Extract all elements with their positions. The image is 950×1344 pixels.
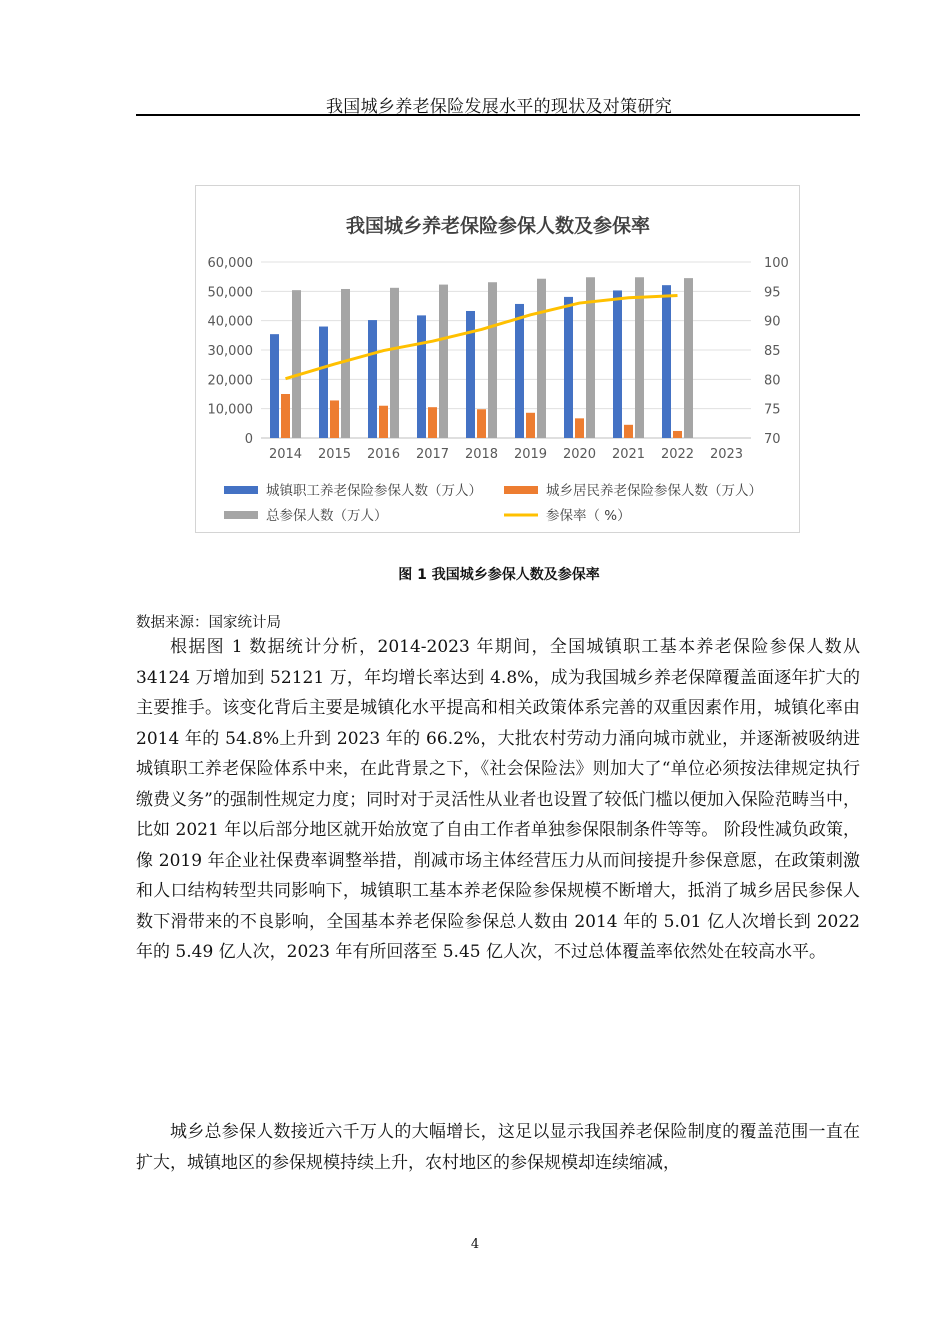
right-tick-label: 95 bbox=[764, 285, 781, 301]
x-tick-label: 2021 bbox=[611, 447, 646, 462]
x-tick-label: 2023 bbox=[709, 447, 744, 462]
bar-3 bbox=[488, 282, 497, 438]
bar-2 bbox=[379, 406, 388, 438]
chart-legend bbox=[224, 482, 762, 524]
bar-3 bbox=[341, 289, 350, 438]
body-paragraph-2: 城乡总参保人数接近六千万人的大幅增长，这足以显示我国养老保险制度的覆盖范围一直在扩大，城镇地区的参保规模持续上升，农村地区的参保规模却连续缩减， bbox=[136, 1122, 860, 1173]
bar-1 bbox=[270, 334, 279, 438]
legend-swatch bbox=[224, 511, 258, 519]
bar-1 bbox=[613, 290, 622, 438]
legend-swatch bbox=[224, 486, 258, 494]
left-tick-label: 30,000 bbox=[207, 344, 253, 359]
x-tick-label: 2020 bbox=[562, 447, 597, 462]
header-rule bbox=[136, 114, 860, 116]
figure-caption: 图 1 我国城乡参保人数及参保率 bbox=[398, 567, 600, 583]
right-tick-label: 80 bbox=[764, 373, 781, 389]
data-source-note: 数据来源：国家统计局 bbox=[136, 615, 281, 631]
bar-2 bbox=[477, 409, 486, 438]
legend-label: 城乡居民养老保险参保人数（万人） bbox=[546, 483, 762, 499]
bar-1 bbox=[515, 304, 524, 438]
x-tick-label: 2018 bbox=[464, 447, 499, 462]
left-tick-label: 60,000 bbox=[207, 256, 253, 271]
bar-2 bbox=[281, 394, 290, 438]
bar-1 bbox=[319, 327, 328, 438]
legend-label: 参保率（ %） bbox=[546, 508, 631, 524]
chart-frame bbox=[195, 185, 800, 533]
bar-3 bbox=[635, 277, 644, 438]
chart-bars bbox=[270, 277, 693, 438]
left-axis-ticks bbox=[208, 256, 254, 447]
x-tick-label: 2014 bbox=[268, 447, 303, 462]
x-tick-label: 2022 bbox=[660, 447, 695, 462]
page-header-title: 我国城乡养老保险发展水平的现状及对策研究 bbox=[326, 97, 672, 117]
chart-svg bbox=[196, 186, 801, 534]
bar-2 bbox=[575, 418, 584, 438]
x-tick-label: 2019 bbox=[513, 447, 548, 462]
bar-2 bbox=[428, 407, 437, 438]
x-tick-label: 2016 bbox=[366, 447, 401, 462]
right-tick-label: 85 bbox=[764, 344, 781, 359]
chart-title: 我国城乡养老保险参保人数及参保率 bbox=[345, 215, 651, 237]
x-tick-label: 2017 bbox=[415, 447, 450, 462]
bar-2 bbox=[673, 431, 682, 438]
left-tick-label: 10,000 bbox=[207, 402, 253, 418]
bar-2 bbox=[330, 400, 339, 438]
x-axis-ticks bbox=[269, 447, 743, 462]
right-tick-label: 70 bbox=[764, 432, 781, 447]
bar-3 bbox=[439, 285, 448, 438]
bar-2 bbox=[624, 425, 633, 438]
bar-1 bbox=[417, 315, 426, 438]
page-number: 4 bbox=[470, 1237, 480, 1252]
bar-1 bbox=[368, 320, 377, 438]
left-tick-label: 0 bbox=[244, 432, 253, 447]
bar-3 bbox=[292, 290, 301, 438]
bar-2 bbox=[526, 413, 535, 438]
left-tick-label: 20,000 bbox=[207, 373, 253, 389]
left-tick-label: 40,000 bbox=[207, 314, 253, 330]
legend-label: 城镇职工养老保险参保人数（万人） bbox=[266, 483, 482, 499]
right-tick-label: 100 bbox=[764, 256, 789, 271]
bar-1 bbox=[662, 285, 671, 438]
right-tick-label: 90 bbox=[764, 314, 781, 330]
x-tick-label: 2015 bbox=[317, 447, 352, 462]
bar-3 bbox=[684, 278, 693, 438]
legend-swatch bbox=[504, 486, 538, 494]
legend-label: 总参保人数（万人） bbox=[266, 508, 388, 524]
bar-3 bbox=[390, 288, 399, 438]
bar-1 bbox=[564, 297, 573, 438]
right-tick-label: 75 bbox=[764, 402, 781, 418]
left-tick-label: 50,000 bbox=[207, 285, 253, 301]
bar-3 bbox=[537, 279, 546, 438]
body-paragraph-1: 根据图 1 数据统计分析，2014-2023 年期间，全国城镇职工基本养老保险参保人数从 34124 万增加到 52121 万，年均增长率达到 4.8%，成为我国城乡养老保障覆盖面逐年扩大的主要推手。该变化背后主要是城镇化水平提高和相关政策体系完善的双重因素作用，城镇化率由 2014 年的 54.8%上升到 2023 年的 66.2%，大批农村劳动力涌向城市就业，并逐渐被吸纳进城镇职工养老保险体系中来，在此背景之下，《社会保险法》则加大了“单位必须按法律规定执行缴费义务”的强制性规定力度；同时对于灵活性从业者也设置了较低门槛以便加入保险范畴当中，比如 2021 年以后部分地区就开始放宽了自由工作者单独参保限制条件等等。 阶段性减负政策，像 2019 年企业社保费率调整举措，削减市场主体经营压力从而间接提升参保意愿，在政策刺激和人口结构转型共同影响下，城镇职工基本养老保险参保规模不断增大，抵消了城乡居民参保人数下滑带来的不良影响，全国基本养老保险参保总人数由 2014 年的 5.01 亿人次增长到 2022 年的 5.49 亿人次，2023 年有所回落至 5.45 亿人次，不过总体覆盖率依然处在较高水平。 bbox=[136, 637, 860, 962]
right-axis-ticks bbox=[764, 256, 789, 447]
